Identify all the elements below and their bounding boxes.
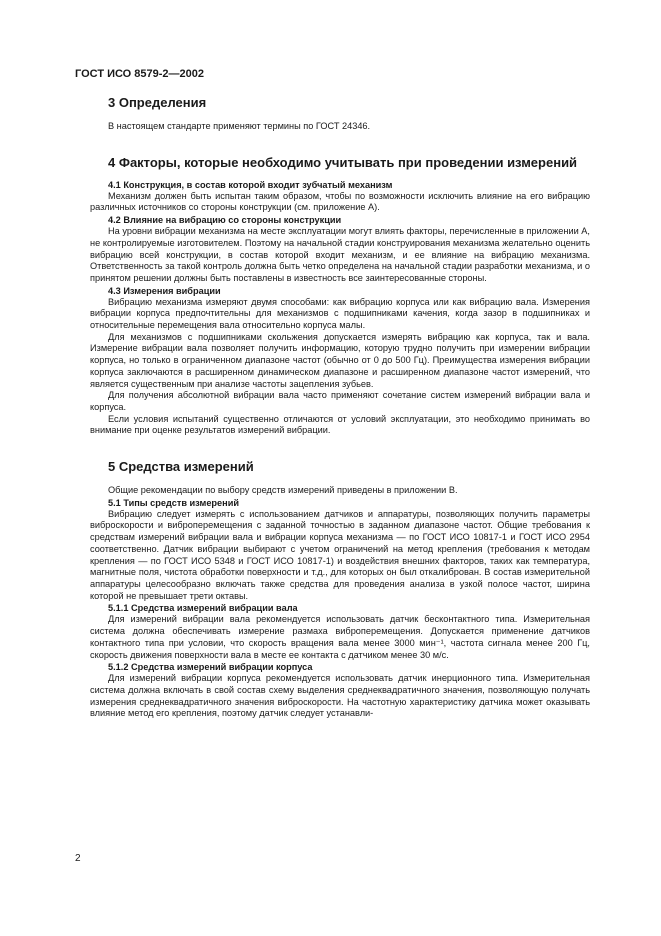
- subsection-5-1-2-text: Для измерений вибрации корпуса рекомендуется использовать датчик инерционного типа. Измерительная система должна включать в свой состав схему выделения среднеквадратичного значения, позволяющую получать измерения среднеквадратичного значения виброскорости. На частотную характеристику датчика может оказывать влияние метод его крепления, поэтому датчик следует устанавли-: [90, 673, 590, 719]
- subsection-4-1-text: Механизм должен быть испытан таким образом, чтобы по возможности исключить влияние на его вибрацию различных источников со стороны конструкции (см. приложение А).: [90, 190, 590, 213]
- subsection-5-1-1-text: Для измерений вибрации вала рекомендуется использовать датчик бесконтактного типа. Измерительная система должна обеспечивать измерение размаха виброперемещения. Допускается применение датчиков контактного типа при условии, что скорость вращения вала менее 3000 мин⁻¹, частота сигнала менее 200 Гц, скорость движения поверхности вала в месте ее контакта с датчиком менее 30 м/с.: [90, 614, 590, 660]
- subsection-5-1-2-title: 5.1.2 Средства измерений вибрации корпуса: [108, 662, 313, 673]
- document-header: ГОСТ ИСО 8579-2—2002: [75, 68, 205, 80]
- document-body: [90, 95, 590, 720]
- subsection-4-3-text-b: Для механизмов с подшипниками скольжения допускается измерять вибрацию как корпуса, так и вала. Измерение вибрации вала позволяет получить информацию, которую трудно получить при измерении вибрации корпуса, но только в ограниченном диапазоне частот (обычно от 0 до 500 Гц). Преимущества измерения вибрации корпуса заключаются в расширенном динамическом диапазоне и расширенном диапазоне частот измерений, что является существенным при анализе частоты зацепления зубьев.: [90, 331, 590, 389]
- subsection-5-1-1-title: 5.1.1 Средства измерений вибрации вала: [108, 603, 298, 614]
- subsection-5-1-title: 5.1 Типы средств измерений: [108, 497, 239, 508]
- section-4-title: 4 Факторы, которые необходимо учитывать при проведении измерений: [108, 154, 578, 170]
- section-3-title: 3 Определения: [108, 95, 207, 110]
- section-5-intro: Общие рекомендации по выбору средств измерений приведены в приложении В.: [108, 485, 458, 496]
- subsection-4-3-title: 4.3 Измерения вибрации: [108, 285, 221, 296]
- subsection-4-3-text-c: Для получения абсолютной вибрации вала часто применяют сочетание систем измерений вибрации вала и корпуса.: [90, 390, 590, 412]
- section-3-text: В настоящем стандарте применяют термины по ГОСТ 24346.: [108, 121, 371, 131]
- subsection-5-1-text: Вибрацию следует измерять с использованием датчиков и аппаратуры, позволяющих получить параметры виброскорости и виброперемещения с заданной точностью в заданном диапазоне частот. Общие требования к средствам измерений вибрации вала и вибрации корпуса механизма — по ГОСТ ИСО 10817-1 и ГОСТ ИСО 2954 соответственно. Датчик вибрации выбирают с учетом ограничений на метод крепления (требования к методам крепления — по ГОСТ ИСО 5348 и ГОСТ ИСО 10817-1) и воздействия внешних факторов, таких как температура, магнитные поля, чистота обработки поверхности и т.д., для которых он был откалиброван. В состав измерительной аппаратуры целесообразно включать также средства для проведения анализа в узкой полосе частот, ширина которой не превышает трети октавы.: [90, 508, 590, 601]
- page-number: 2: [75, 853, 81, 864]
- subsection-4-2-text: На уровни вибрации механизма на месте эксплуатации могут влиять факторы, перечисленные в приложении А, не контролируемые изготовителем. Поэтому на начальной стадии конструирования механизма желательно оценить вибрацию всей конструкции, в состав которой входит механизм, и ее влияние на вибрацию механизма. Ответственность за такой контроль должна быть четко определена на начальной стадии разработки механизма, и о принятом решении должны быть поставлены в известность все заинтересованные стороны.: [90, 226, 590, 283]
- subsection-4-3-text-d: Если условия испытаний существенно отличаются от условий эксплуатации, это необходимо принимать во внимание при оценке результатов измерений вибрации.: [90, 413, 590, 436]
- subsection-4-2-title: 4.2 Влияние на вибрацию со стороны конструкции: [108, 215, 342, 226]
- subsection-4-1-title: 4.1 Конструкция, в состав которой входит зубчатый механизм: [108, 179, 393, 190]
- section-5-title: 5 Средства измерений: [108, 459, 254, 475]
- subsection-4-3-text-a: Вибрацию механизма измеряют двумя способами: как вибрацию корпуса или как вибрацию вала. Измерения вибрации корпуса предпочтительны для механизмов с подшипниками качения, когда зазор в подшипниках и относительные перемещения вала относительно корпуса малы.: [90, 296, 590, 331]
